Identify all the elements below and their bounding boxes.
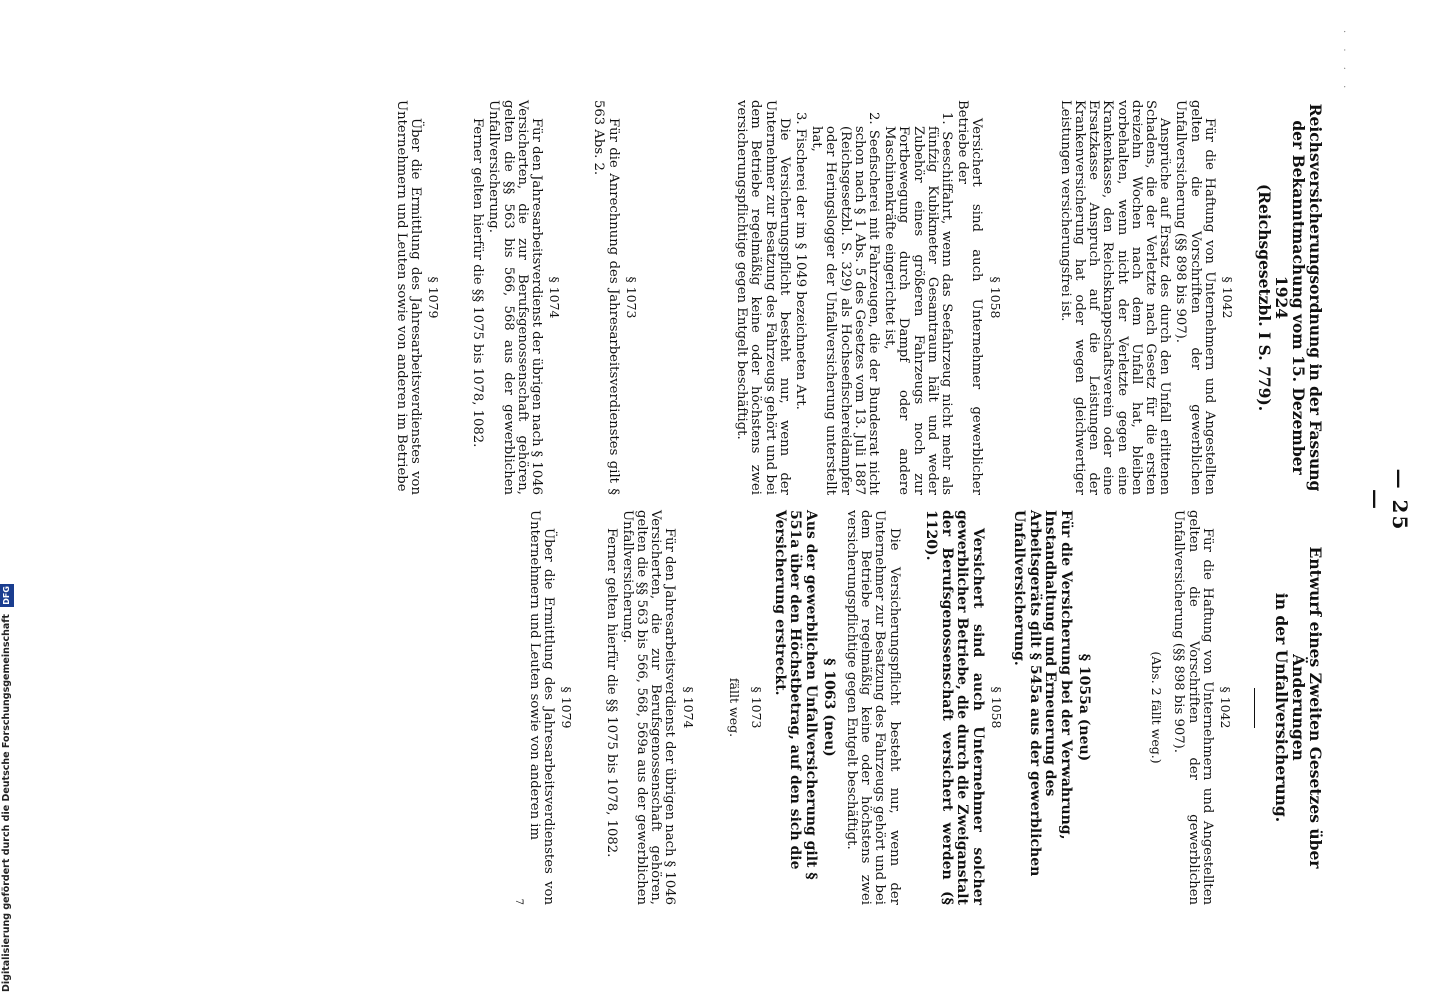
left-column <box>391 100 1324 495</box>
right-paragraph: Die Versicherungspflicht besteht nur, wenn der Unternehmer zur Besatzung des Fahrzeugs gehört und bei dem Betriebe regelmäßig keine oder höchstens zwei versicherungspflichtige gegen Entgelt beschäftigt. <box>843 510 902 905</box>
left-paragraph: Ferner gelten hierfür die §§ 1075 bis 1078, 1082. <box>470 118 486 448</box>
left-column-subtitle: (Reichsgesetzbl. I S. 779). <box>1255 183 1274 412</box>
left-section-heading: § 1073 <box>623 276 639 319</box>
left-column-title: Reichsversicherungsordnung in der Fassung der Bekanntmachung vom 15. Dezember 1924 <box>1272 103 1325 492</box>
right-column-subtitle: in der Unfallversicherung. <box>1272 592 1291 823</box>
right-section-heading: § 1074 <box>680 686 696 729</box>
left-section-heading: § 1074 <box>547 276 563 319</box>
left-paragraph: Die Versicherungspflicht besteht nur, wenn der Unternehmer zur Besatzung des Fahrzeugs gehört und bei dem Betriebe regelmäßig keine oder höchstens zwei versicherungspflichtige gegen Entgelt beschäftigt. <box>734 100 792 495</box>
scan-specks: · ‧ · · <box>1338 30 1349 95</box>
right-section-heading: § 1058 <box>988 686 1004 729</box>
dfg-logo: DFG <box>0 584 14 607</box>
right-column <box>511 510 1324 905</box>
right-note: (Abs. 2 fällt weg.) <box>1149 651 1165 764</box>
page-number: — 25 — <box>1364 468 1412 532</box>
left-section-heading: § 1042 <box>1220 276 1235 319</box>
credit-text: Digitalisierung gefördert durch die Deutsche Forschungsgemeinschaft <box>1 614 12 992</box>
left-paragraph: Für die Haftung von Unternehmern und Angestellten gelten die Vorschriften der gewerblichen Unfallversicherung (§§ 898 bis 907). <box>1173 100 1217 495</box>
right-section-heading: § 1073 <box>749 686 765 729</box>
right-column-title: Entwurf eines Zweiten Gesetzes über Änderungen <box>1289 546 1325 869</box>
left-paragraph: Für die Anrechnung des Jahresarbeitsverdienstes gilt § 563 Abs. 2. <box>591 100 621 495</box>
right-paragraph: Für den Jahresarbeitsverdienst der übrigen nach § 1046 Versicherten, die zur Berufsgenossenschaft gehören, gelten die §§ 563 bis 566, 568, 569a aus der gewerblichen Unfallversicherung. <box>619 510 678 905</box>
left-paragraph: Ansprüche auf Ersatz des durch den Unfall erlittenen Schadens, die der Verletzte nach Gesetz für die ersten dreizehn Wochen nach dem Unfall hat, bleiben vorbehalten, wenn nicht der Verletzte gegen eine Krankenkasse, den Reichsknappschaftsverein oder eine Ersatzkasse Anspruch auf die Leistungen der Krankenversicherung hat oder wegen gleichwertiger Leistungen versicherungsfrei ist. <box>1057 100 1173 495</box>
left-paragraph: Versichert sind auch Unternehmer gewerblicher Betriebe der <box>955 100 985 495</box>
left-list-item: 1. Seeschiffahrt, wenn das Seefahrzeug nicht mehr als fünfzig Kubikmeter Gesamtraum hält und weder Zubehör eines größeren Fahrzeugs noch zur Fortbewegung durch Dampf oder andere Maschinenkräfte eingerichtet ist, <box>882 112 954 495</box>
left-list-item: 2. Seefischerei mit Fahrzeugen, die der Bundesrat nicht schon nach § 1 Abs. 5 des Gesetzes vom 13. Juli 1887 (Reichsgesetzbl. S. 329) als Hochseefischereidampfer oder Heringslogger der Unfallversicherung unterstellt hat, <box>809 112 881 495</box>
right-paragraph-bold: Aus der gewerblichen Unfallversicherung gilt § 551a über den Höchstbetrag, auf den sich die Versicherung erstreckt. <box>771 510 819 880</box>
right-section-heading: § 1055a (neu) <box>1075 653 1092 762</box>
left-section-heading: § 1079 <box>426 276 442 319</box>
title-rule <box>1254 688 1255 728</box>
left-section-heading: § 1058 <box>987 276 1003 319</box>
left-list-item: 3. Fischerei der im § 1049 bezeichneten Art. <box>792 112 808 410</box>
right-paragraph-bold: Für die Versicherung bei der Verwahrung, Instandhaltung und Erneuerung des Arbeitsgeräts gilt § 545a aus der gewerblichen Unfallversicherung. <box>1011 510 1074 877</box>
right-section-heading: § 1063 (neu) <box>820 658 837 757</box>
right-paragraph-bold: Versichert sind auch Unternehmer solcher gewerblicher Betriebe, die durch die Zweiganstalt der Berufsgenossenschaft versichert werden (§ 1120). <box>923 510 986 905</box>
right-section-heading: § 1042 <box>1218 686 1233 729</box>
right-section-heading: § 1079 <box>559 686 575 729</box>
left-paragraph: Für den Jahresarbeitsverdienst der übrigen nach § 1046 Versicherten, die zur Berufsgenossenschaft gehören, gelten die §§ 563 bis 566, 568 aus der gewerblichen Unfallversicherung. <box>486 100 545 495</box>
left-paragraph: Über die Ermittlung des Jahresarbeitsverdienstes von Unternehmern und Leuten sowie von anderen im Betriebe <box>393 100 423 495</box>
right-note: fällt weg. <box>726 677 742 738</box>
right-paragraph: Ferner gelten hierfür die §§ 1075 bis 1078, 1082. <box>603 528 619 858</box>
credit-line <box>0 0 14 1000</box>
page-mark: 7 <box>512 898 524 905</box>
right-paragraph: Über die Ermittlung des Jahresarbeitsverdienstes von Unternehmern und Leuten sowie von anderen im <box>527 510 557 905</box>
right-paragraph: Für die Haftung von Unternehmern und Angestellten gelten die Vorschriften der gewerblichen Unfallversicherung (§§ 898 bis 907). <box>1171 510 1215 905</box>
